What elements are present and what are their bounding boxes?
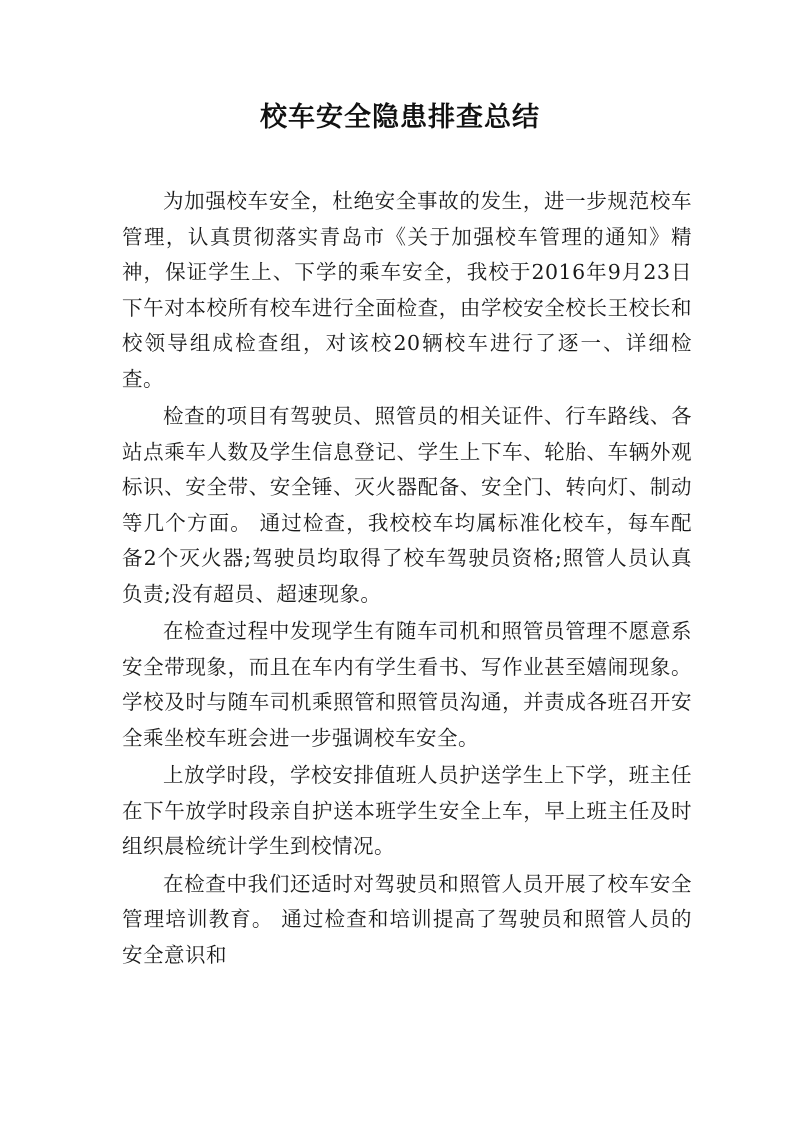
paragraph-3: 在检查过程中发现学生有随车司机和照管员管理不愿意系安全带现象，而且在车内有学生看书、写作业甚至嬉闹现象。学校及时与随车司机乘照管和照管员沟通，并责成各班召开安全乘坐校车班会进一步强调校车安全。 — [122, 619, 692, 750]
paragraph-4: 上放学时段，学校安排值班人员护送学生上下学，班主任在下午放学时段亲自护送本班学生安全上车，早上班主任及时组织晨检统计学生到校情况。 — [122, 763, 692, 858]
document-body — [122, 184, 692, 975]
paragraph-5: 在检查中我们还适时对驾驶员和照管人员开展了校车安全管理培训教育。 通过检查和培训提高了驾驶员和照管人员的安全意识和 — [122, 871, 692, 967]
paragraph-2: 检查的项目有驾驶员、照管员的相关证件、行车路线、各站点乘车人数及学生信息登记、学生上下车、轮胎、车辆外观标识、安全带、安全锤、灭火器配备、安全门、转向灯、制动等几个方面。 通过检查，我校校车均属标准化校车，每车配备2个灭火器;驾驶员均取得了校车驾驶员资格;照管人员认真负责;没有超员、超速现象。 — [122, 404, 692, 606]
paragraph-1: 为加强校车安全，杜绝安全事故的发生，进一步规范校车管理，认真贯彻落实青岛市《关于加强校车管理的通知》精神，保证学生上、下学的乘车安全，我校于2016年9月23日下午对本校所有校车进行全面检查，由学校安全校长王校长和校领导组成检查组，对该校20辆校车进行了逐一、详细检查。 — [122, 189, 692, 391]
document-title: 校车安全隐患排查总结 — [260, 102, 540, 133]
